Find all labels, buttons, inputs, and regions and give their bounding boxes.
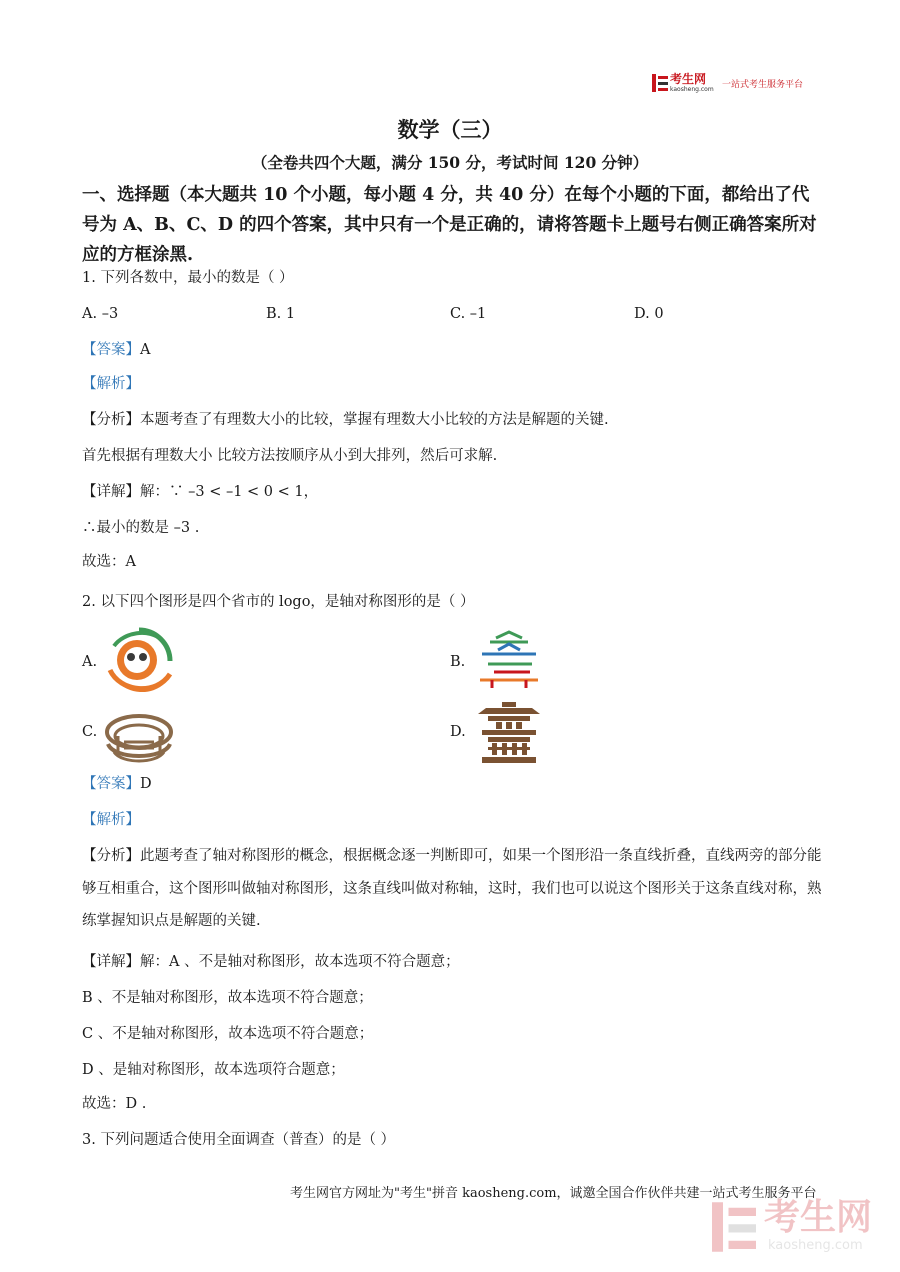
fenxi-tag: 【分析】 [82, 848, 140, 864]
watermark-logo-icon [712, 1202, 756, 1252]
logo-a-panda-swirl-icon [104, 626, 174, 696]
detail-line: 解：A 、不是轴对称图形，故本选项不符合题意； [140, 954, 460, 970]
q2-detail-line-b: B 、不是轴对称图形，故本选项不符合题意； [82, 990, 373, 1006]
q2-option-b-label: B. [450, 654, 466, 670]
q1-option-d: D. 0 [634, 306, 664, 322]
q2-analysis-tag: 【解析】 [82, 812, 140, 828]
fenxi-text: 本题考查了有理数大小的比较，掌握有理数大小比较的方法是解题的关键. [140, 412, 609, 428]
logo-b-pavilion-lines-icon [474, 628, 544, 698]
q1-conclusion: ∴最小的数是 –3 . [82, 520, 200, 536]
q1-detail [82, 482, 318, 502]
brand-slogan: 一站式考生服务平台 [722, 80, 804, 90]
q1-fenxi-text2: 首先根据有理数大小 比较方法按顺序从小到大排列，然后可求解. [82, 448, 498, 464]
q2-stem: 2. 以下四个图形是四个省市的 logo，是轴对称图形的是（ ） [82, 594, 475, 610]
answer-value: A [140, 342, 151, 358]
logo-c-circular-wall-icon [104, 702, 174, 772]
q3-stem: 3. 下列问题适合使用全面调查（普查）的是（ ） [82, 1132, 396, 1148]
section-intro: 一、选择题（本大题共 10 个小题，每小题 4 分，共 40 分）在每个小题的下面，都给出了代号为 A、B、C、D 的四个答案，其中只有一个是正确的，请将答题卡上题号右侧正确答案所对应的方框涂黑. [82, 185, 817, 265]
q1-stem: 1. 下列各数中，最小的数是（ ） [82, 270, 294, 286]
q1-analysis-tag: 【解析】 [82, 376, 140, 392]
q1-choose: 故选：A [82, 554, 136, 570]
detail-text: 解：∵ –3 < –1 < 0 < 1， [140, 484, 319, 500]
q2-option-d-label: D. [450, 724, 466, 740]
detail-tag: 【详解】 [82, 954, 140, 970]
answer-tag: 【答案】 [82, 342, 140, 358]
page-title: 数学（三） [397, 117, 503, 142]
answer-value: D [140, 776, 152, 792]
q2-detail-line-d: D 、是轴对称图形，故本选项符合题意； [82, 1062, 345, 1078]
watermark [712, 1198, 882, 1258]
fenxi-tag: 【分析】 [82, 412, 140, 428]
q2-option-a-label: A. [82, 654, 98, 670]
q1-option-b: B. 1 [266, 306, 296, 322]
brand-domain: kaosheng.com [670, 86, 714, 93]
q1-option-c: C. –1 [450, 306, 487, 322]
q2-option-c-label: C. [82, 724, 98, 740]
brand-name: 考生网 [670, 72, 707, 86]
page-subtitle: （全卷共四个大题，满分 150 分，考试时间 120 分钟） [251, 153, 649, 172]
q2-detail-line-c: C 、不是轴对称图形，故本选项不符合题意； [82, 1026, 374, 1042]
watermark-text: 考生网 [764, 1197, 873, 1238]
answer-tag: 【答案】 [82, 776, 140, 792]
logo-d-tower-icon [474, 700, 544, 770]
q2-answer [82, 774, 152, 794]
fenxi-text: 此题考查了轴对称图形的概念，根据概念逐一判断即可，如果一个图形沿一条直线折叠，直线两旁的部分能够互相重合，这个图形叫做轴对称图形，这条直线叫做对称轴，这时，我们也可以说这个图形关于这条直线对称，熟练掌握知识点是解题的关键. [82, 848, 822, 929]
q1-option-a: A. –3 [82, 306, 119, 322]
q2-choose: 故选：D . [82, 1096, 147, 1112]
watermark-domain: kaosheng.com [768, 1238, 863, 1253]
q1-answer [82, 340, 150, 360]
q2-detail [82, 952, 460, 972]
detail-tag: 【详解】 [82, 484, 140, 500]
q2-fenxi [82, 840, 822, 938]
kaosheng-logo-icon [652, 74, 668, 92]
page-footer: 考生网官方网址为"考生"拼音 kaosheng.com，诚邀全国合作伙伴共建一站式考生服务平台 [290, 1186, 817, 1201]
header-brand-logo [652, 72, 822, 94]
q1-fenxi [82, 410, 609, 430]
